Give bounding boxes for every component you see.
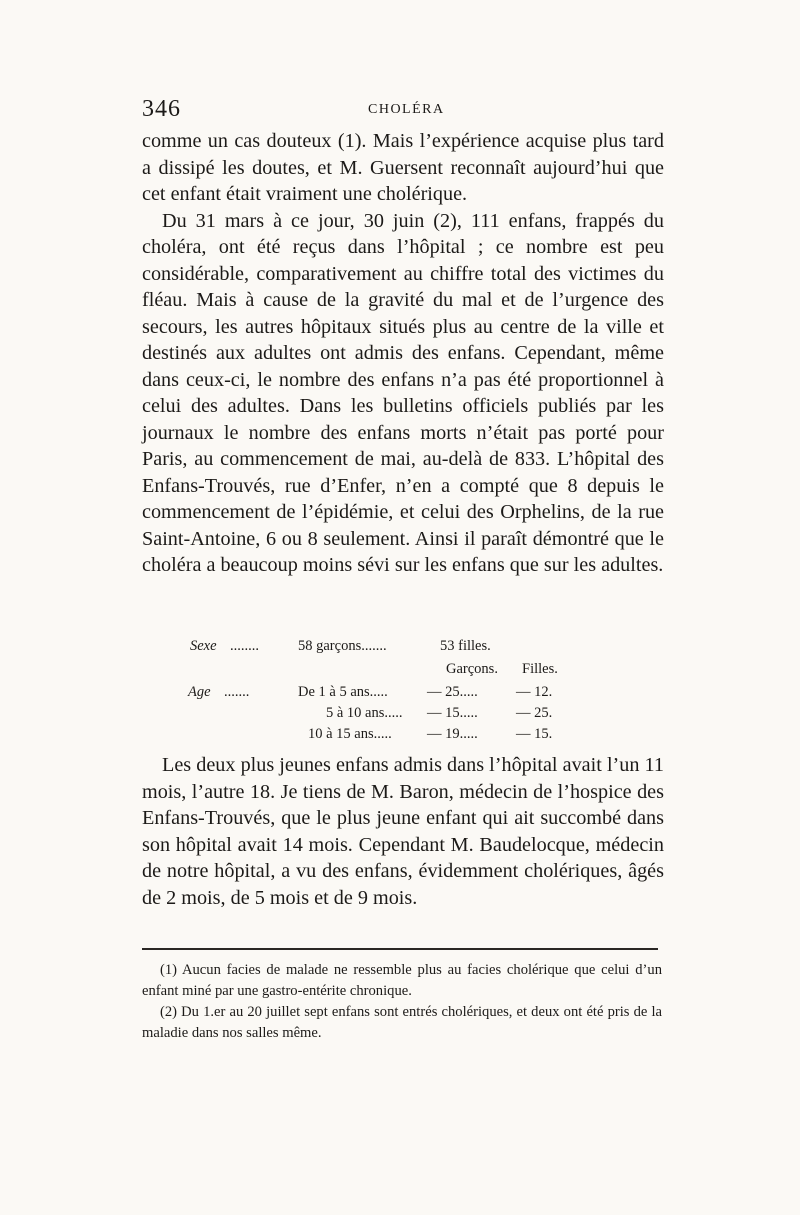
age-dots: ....... bbox=[224, 684, 250, 700]
boys-count: — 19..... bbox=[427, 726, 478, 742]
age-range: 5 à 10 ans..... bbox=[326, 705, 403, 721]
col-boys: Garçons. bbox=[446, 661, 498, 677]
sex-dots: ........ bbox=[230, 638, 259, 654]
age-range: 10 à 15 ans..... bbox=[308, 726, 392, 742]
girls-count: — 25. bbox=[516, 705, 553, 721]
age-row-2 bbox=[142, 705, 664, 725]
girls-count: — 12. bbox=[516, 684, 553, 700]
age-label: Age bbox=[188, 684, 211, 700]
page-number: 346 bbox=[142, 96, 181, 122]
column-headers bbox=[142, 661, 664, 681]
paragraph-cases: Du 31 mars à ce jour, 30 juin (2), 111 enfans, frappés du choléra, ont été reçus dans l’hôpital ; ce nombre est peu considérable, comparativement au chiffre total des victimes du fléau. Mais à cause de la gravité du mal et de l’urgence des secours, les autres hôpitaux situés plus au centre de la ville et destinés aux adultes ont admis des enfans. Cependant, même dans ceux-ci, le nombre des enfans n’a pas été proportionnel à celui des adultes. Dans les bulletins officiels publiés par les journaux le nombre des enfans morts n’était pas porté pour Paris, au commencement de mai, au-delà de 833. L’hôpital des Enfans-Trouvés, rue d’Enfer, n’en a compté que 8 depuis le commencement de l’épidémie, et celui des Orphelins, de la rue Saint-Antoine, 6 ou 8 seulement. Ainsi il paraît démontré que le choléra a beaucoup moins sévi sur les enfans que sur les adultes. bbox=[142, 209, 664, 576]
page-header bbox=[142, 96, 662, 126]
girls-total: 53 filles. bbox=[440, 638, 491, 654]
paragraph-continued: comme un cas douteux (1). Mais l’expérience acquise plus tard a dissipé les doutes, et M. Guersent reconnaît aujourd’hui que cet enfant était vraiment une cholérique. bbox=[142, 130, 664, 205]
running-head: CHOLÉRA bbox=[368, 102, 445, 117]
main-text bbox=[142, 128, 664, 579]
paragraph-ages: Les deux plus jeunes enfans admis dans l’hôpital avait l’un 11 mois, l’autre 18. Je tiens de M. Baron, médecin de l’hospice des Enfans-Trouvés, que le plus jeune enfant qui ait succombé dans son hôpital avait 14 mois. Cependant M. Baudelocque, médecin de notre hôpital, a vu des enfans, évidemment cholériques, âgés de 2 mois, de 5 mois et de 9 mois. bbox=[142, 754, 664, 909]
main-text-continued bbox=[142, 752, 664, 911]
boys-total: 58 garçons....... bbox=[298, 638, 387, 654]
col-girls: Filles. bbox=[522, 661, 558, 677]
footnote-1: (1) Aucun facies de malade ne ressemble plus au facies cholérique que celui d’un enfant miné par une gastro-entérite chronique. bbox=[142, 962, 662, 999]
boys-count: — 25..... bbox=[427, 684, 478, 700]
age-row-3 bbox=[142, 726, 664, 746]
statistics-table bbox=[142, 638, 664, 750]
sex-label: Sexe bbox=[190, 638, 217, 654]
sex-row bbox=[142, 638, 664, 658]
age-row-1 bbox=[142, 684, 664, 704]
footnotes bbox=[142, 960, 662, 1044]
footnote-rule bbox=[142, 948, 658, 950]
age-range: De 1 à 5 ans..... bbox=[298, 684, 388, 700]
girls-count: — 15. bbox=[516, 726, 553, 742]
boys-count: — 15..... bbox=[427, 705, 478, 721]
footnote-2: (2) Du 1.er au 20 juillet sept enfans sont entrés cholériques, et deux ont été pris de la maladie dans nos salles même. bbox=[142, 1004, 662, 1041]
